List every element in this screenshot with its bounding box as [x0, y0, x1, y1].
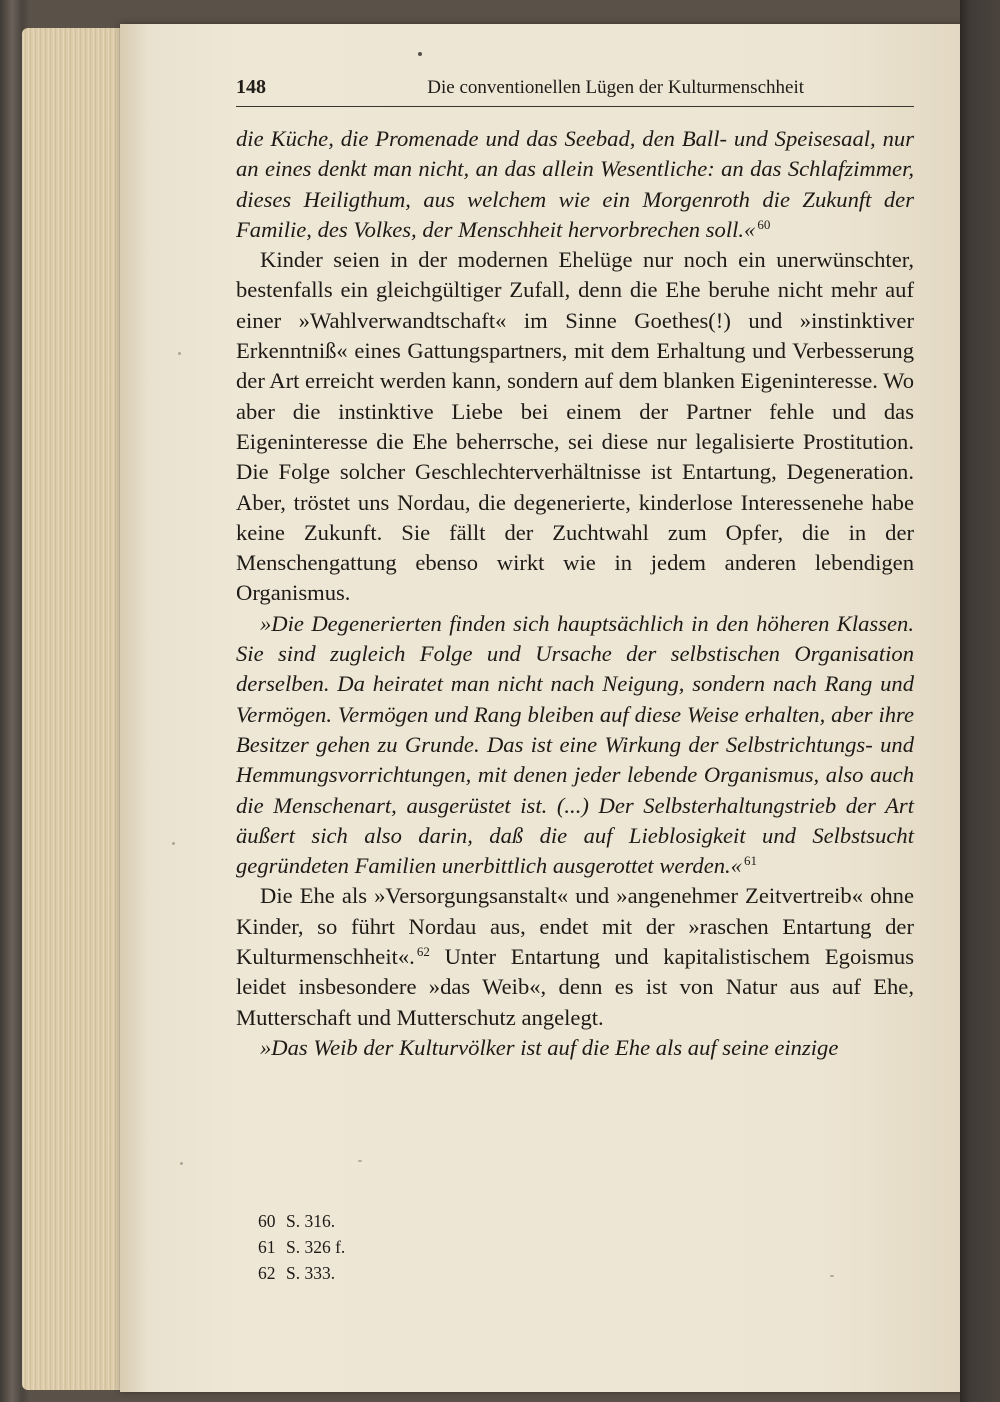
- header-dot: [418, 52, 422, 56]
- running-title: Die conventionellen Lügen der Kulturmenschheit: [427, 77, 804, 98]
- paragraph: [236, 245, 914, 609]
- paper-speck: [180, 1162, 183, 1165]
- footnote-text: S. 333.: [286, 1263, 336, 1283]
- footnotes: [258, 1208, 558, 1286]
- paragraph-text: Unter Entartung und kapitalistischem Egoismus leidet insbesondere »das Weib«, denn es ist von Natur aus auf Ehe, Mutterschaft und Mutterschutz angelegt.: [236, 944, 914, 1030]
- main-text: [236, 124, 914, 1063]
- paragraph-text: »Die Degenerierten finden sich hauptsächlich in den höheren Klassen. Sie sind zugleich Folge und Ursache der selbstischen Organisation derselben. Da heiratet man nicht nach Neigung, sondern nach Rang und Vermögen. Vermögen und Rang bleiben auf diese Weise erhalten, aber ihre Besitzer gehen zu Grunde. Das ist eine Wirkung der Selbstrichtungs- und Hemmungsvorrichtungen, mit denen jeder lebende Organismus, also auch die Menschenart, ausgerüstet ist. (...) Der Selbsterhaltungstrieb der Art äußert sich also darin, daß die auf Lieblosigkeit und Selbstsucht gegründeten Familien unerbittlich ausgerottet werden.«: [236, 610, 914, 879]
- paragraph: [236, 881, 914, 1032]
- footnote-ref: 61: [743, 853, 757, 869]
- paragraph-text: »Das Weib der Kulturvölker ist auf die Ehe als auf seine einzige: [260, 1034, 839, 1060]
- footnote-text: S. 316.: [286, 1211, 336, 1231]
- footnote-ref: 60: [757, 216, 771, 232]
- paragraph-quote-start: [236, 1033, 914, 1063]
- paper-speck: [172, 842, 175, 845]
- paper-speck: [358, 1160, 362, 1162]
- footnote: [258, 1208, 558, 1234]
- footnote-number: 61: [258, 1237, 276, 1257]
- paragraph-quote: [236, 609, 914, 882]
- footnote: [258, 1260, 558, 1286]
- paragraph-quote-end: [236, 124, 914, 245]
- footnote: [258, 1234, 558, 1260]
- paragraph-text: Kinder seien in der modernen Ehelüge nur noch ein unerwünschter, bestenfalls ein gleichgültiger Zufall, denn die Ehe beruhe nicht mehr auf einer »Wahlverwandtschaft« im Sinne Goethes(!) und »instinktiver Erkenntniß« eines Gattungspartners, mit dem Erhaltung und Verbesserung der Art erreicht werden kann, sondern auf dem blanken Eigeninteresse. Wo aber die instinktive Liebe bei einem der Partner fehle und das Eigeninteresse die Ehe beherrsche, sei diese nur legalisierte Prostitution. Die Folge solcher Geschlechterverhältnisse ist Entartung, Degeneration. Aber, tröstet uns Nordau, die degenerierte, kinderlose Interessenehe habe keine Zukunft. Sie fällt der Zuchtwahl zum Opfer, die in der Menschengattung ebenso wirkt wie in jedem anderen lebendigen Organismus.: [236, 247, 914, 606]
- footnote-number: 60: [258, 1211, 276, 1231]
- paper-speck: [178, 352, 181, 355]
- page-edges: [22, 28, 132, 1390]
- page-number: 148: [236, 76, 266, 98]
- footnote-text: S. 326 f.: [286, 1237, 346, 1257]
- book-spine-shadow: [960, 0, 1000, 1402]
- running-header: [236, 74, 914, 107]
- paragraph-text: die Küche, die Promenade und das Seebad, den Ball- und Speisesaal, nur an eines denkt man nicht, an das allein Wesentliche: an das Schlafzimmer, dieses Heiligthum, aus welchem wie ein Morgenroth die Zukunft der Familie, des Volkes, der Menschheit hervorbrechen soll.«: [236, 126, 914, 242]
- footnote-ref: 62: [416, 944, 430, 960]
- paragraph-text: Die Ehe als »Versorgungsanstalt« und »angenehmer Zeitvertreib« ohne Kinder, so führt Nordau aus, endet mit der »raschen Entartung der Kulturmenschheit«.: [236, 883, 914, 970]
- footnote-number: 62: [258, 1263, 276, 1283]
- paper-speck: [830, 1275, 834, 1277]
